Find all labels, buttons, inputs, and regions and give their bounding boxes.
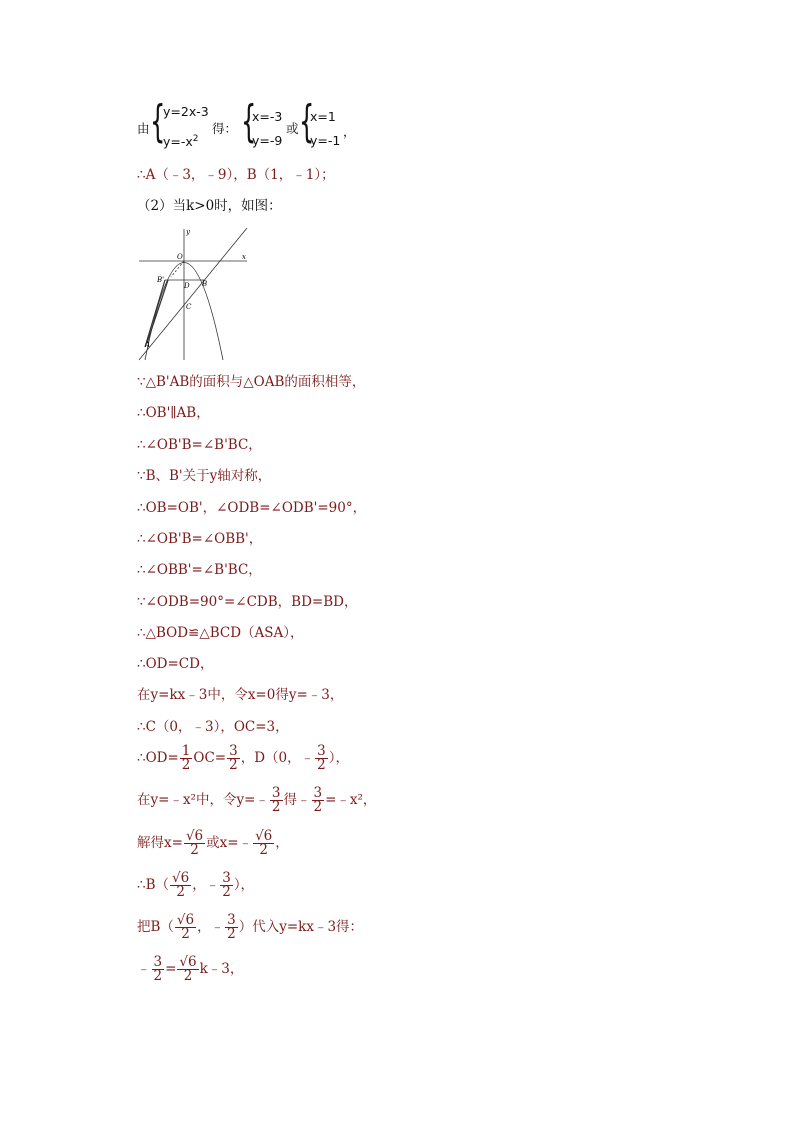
fig-label-bprime: B' [157,276,165,284]
text-line-area: ∵△B'AB的面积与△OAB的面积相等， [137,374,366,390]
text-line-points: ∴A（﹣3，﹣9），B（1，﹣1）； [137,167,335,183]
text-line-equal: ∴OB=OB'，∠ODB=∠ODB'=90°， [137,500,367,516]
text-line-symmetric: ∵B、B'关于y轴对称， [137,468,272,484]
text-line-point-c: ∴C（0，﹣3），OC=3， [137,719,289,735]
text-line-solve-x: 解得x= $\frac{√6}{2}$ 或x=﹣ $\frac{√6}{2}$ ， [137,828,289,858]
text-de: 得： [212,121,238,136]
text-you: 由 [137,121,150,136]
text-line-parabola-sub: 在y=﹣x²中，令y=﹣ $\frac{3}{2}$ 得﹣ $\frac{3}{2}$ =﹣x²， [137,785,377,815]
text-huo: 或 [286,121,299,136]
system1-eq1: y=2x-3 [163,104,209,119]
text-line-equation-k: ﹣ $\frac{3}{2}$ = $\frac{√6}{2}$ k﹣3， [137,954,244,984]
text-line-angle2: ∴∠OB'B=∠OBB'， [137,531,263,547]
text-line-congruent: ∴△BOD≌△BCD（ASA）， [137,625,304,641]
text-line-angle1: ∴∠OB'B=∠B'BC， [137,437,262,453]
text-line-parallel: ∴OB'∥AB， [137,405,210,421]
solution2-x: x=1 [310,109,336,124]
fig-label-o: O [177,253,183,261]
text-line-case2: （2）当k>0时，如图： [137,198,282,214]
left-brace: { [150,96,166,147]
fig-label-d: D [184,282,190,290]
text-line-angle3: ∴∠OBB'=∠B'BC， [137,562,262,578]
fig-label-x: x [242,253,246,261]
fig-label-c: C [186,303,192,311]
solution1-y: y=-9 [252,133,283,148]
text-line-right-angle: ∵∠ODB=90°=∠CDB，BD=BD， [137,594,358,610]
fig-label-a: A [145,341,151,349]
text-line-od-cd: ∴OD=CD， [137,656,214,672]
fig-label-b: B [202,280,208,288]
left-brace: { [241,96,257,147]
system1-eq2: $y=-x^2$ [163,134,199,150]
solution1-x: x=-3 [252,109,283,124]
parabola-figure [135,225,255,365]
text-line-substitute: 在y=kx﹣3中，令x=0得y=﹣3， [137,687,344,703]
text-line-substitute-b: 把B（ $\frac{√6}{2}$ ，﹣ $\frac{3}{2}$ ）代入y=kx﹣3得： [137,912,364,942]
text-line-od-value: ∴OD= $\frac{1}{2}$ OC= $\frac{3}{2}$ ，D（0，﹣ $\frac{3}{2}$ ）， [137,743,349,773]
fig-label-y: y [186,228,190,236]
text-line-point-b: ∴B（ $\frac{√6}{2}$ ，﹣ $\frac{3}{2}$ ）， [137,870,255,900]
solution2-y: y=-1 [310,133,341,148]
text-comma: ， [343,124,356,139]
left-brace: { [299,96,315,147]
